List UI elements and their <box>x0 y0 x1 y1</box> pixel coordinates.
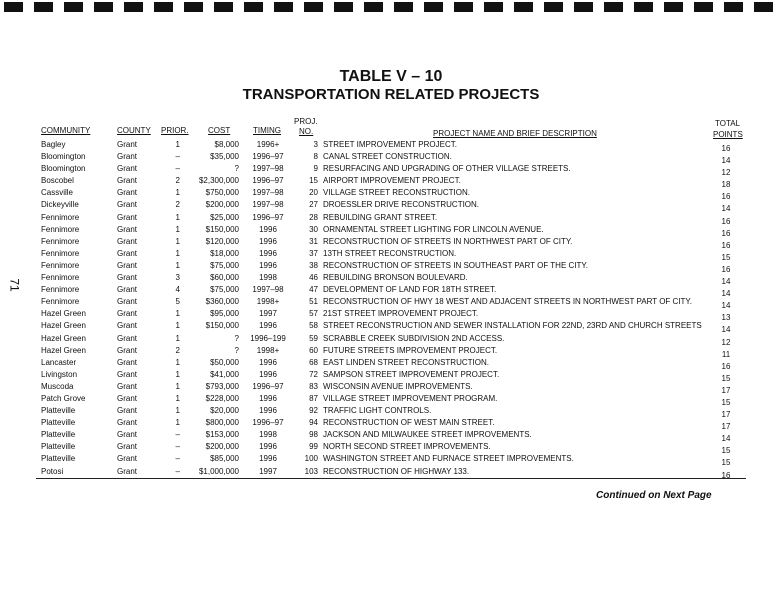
cell-county: Grant <box>117 200 138 210</box>
cell-description: STREET RECONSTRUCTION AND SEWER INSTALLATION FOR 22ND, 23RD AND CHURCH STREETS <box>323 321 702 331</box>
cell-community: Platteville <box>41 418 76 428</box>
cell-description: REBUILDING BRONSON BOULEVARD. <box>323 273 468 283</box>
cell-priority: 1 <box>175 248 180 258</box>
cell-timing: 1996–97 <box>252 176 284 186</box>
cell-timing: 1996–97 <box>252 418 284 428</box>
cell-county: Grant <box>117 224 138 234</box>
cell-community: Dickeyville <box>41 200 79 210</box>
cell-county: Grant <box>117 297 138 307</box>
cell-county: Grant <box>117 164 138 174</box>
cell-cost: $360,000 <box>205 297 239 307</box>
cell-description: WISCONSIN AVENUE IMPROVEMENTS. <box>323 381 473 391</box>
cell-cost: $793,000 <box>205 381 239 391</box>
cell-total-points: 16 <box>721 192 731 202</box>
scan-dash <box>124 2 143 12</box>
cell-county: Grant <box>117 466 138 476</box>
cell-cost: $153,000 <box>205 430 239 440</box>
cell-cost: $800,000 <box>205 418 239 428</box>
cell-community: Fennimore <box>41 273 80 283</box>
table-row <box>0 369 782 381</box>
cell-community: Muscoda <box>41 381 74 391</box>
table-row <box>0 466 782 478</box>
cell-county: Grant <box>117 406 138 416</box>
cell-priority: – <box>175 454 180 464</box>
cell-total-points: 17 <box>721 410 731 420</box>
cell-county: Grant <box>117 212 138 222</box>
cell-total-points: 16 <box>721 361 731 371</box>
table-row <box>0 296 782 311</box>
cell-timing: 1996+ <box>256 140 280 149</box>
cell-description: RECONSTRUCTION OF WEST MAIN STREET. <box>323 418 495 428</box>
cell-community: Fennimore <box>41 224 80 234</box>
cell-community: Cassville <box>41 188 74 198</box>
cell-priority: – <box>175 442 180 452</box>
cell-priority: 3 <box>175 273 180 283</box>
cell-cost: $150,000 <box>205 321 239 331</box>
scan-dash <box>754 2 773 12</box>
scan-dash <box>334 2 353 12</box>
table-row <box>0 417 782 432</box>
scan-dash <box>424 2 443 12</box>
cell-cost: $25,000 <box>210 212 239 222</box>
cell-county: Grant <box>117 345 138 355</box>
scan-dash <box>514 2 533 12</box>
cell-county: Grant <box>117 393 138 403</box>
table-row <box>0 357 782 369</box>
cell-description: SAMPSON STREET IMPROVEMENT PROJECT. <box>323 369 500 379</box>
cell-priority: 5 <box>175 297 180 307</box>
cell-priority: 1 <box>175 357 180 367</box>
cell-description: CANAL STREET CONSTRUCTION. <box>323 152 452 162</box>
cell-community: Hazel Green <box>41 333 86 343</box>
cell-cost: $8,000 <box>214 140 239 149</box>
cell-total-points: 14 <box>721 277 731 287</box>
cell-project-number: 87 <box>309 393 318 403</box>
cell-project-number: 27 <box>309 200 318 210</box>
scan-dash <box>64 2 83 12</box>
table-row <box>0 139 782 151</box>
header-county: COUNTY <box>117 126 151 135</box>
cell-priority: – <box>175 152 180 162</box>
cell-priority: 1 <box>175 309 180 319</box>
cell-county: Grant <box>117 321 138 331</box>
cell-county: Grant <box>117 152 138 162</box>
cell-total-points: 15 <box>721 458 731 468</box>
cell-community: Patch Grove <box>41 393 86 403</box>
cell-description: DEVELOPMENT OF LAND FOR 18TH STREET. <box>323 285 497 295</box>
cell-description: RECONSTRUCTION OF HIGHWAY 133. <box>323 466 470 476</box>
cell-project-number: 72 <box>309 369 318 379</box>
cell-community: Platteville <box>41 406 76 416</box>
cell-timing: 1998+ <box>256 345 280 355</box>
table-row <box>0 236 782 248</box>
cell-priority: 1 <box>175 321 180 331</box>
cell-community: Platteville <box>41 442 76 452</box>
cell-description: RECONSTRUCTION OF HWY 18 WEST AND ADJACENT STREETS IN NORTHWEST PART OF CITY. <box>323 297 692 307</box>
cell-county: Grant <box>117 260 138 270</box>
cell-description: VILLAGE STREET IMPROVEMENT PROGRAM. <box>323 393 498 403</box>
table-row <box>0 260 782 272</box>
table-row <box>0 405 782 420</box>
cell-description: RECONSTRUCTION OF STREETS IN SOUTHEAST PART OF THE CITY. <box>323 260 588 270</box>
cell-description: JACKSON AND MILWAUKEE STREET IMPROVEMENTS. <box>323 430 532 440</box>
scan-dash <box>484 2 503 12</box>
table-row <box>0 333 782 345</box>
cell-cost: $85,000 <box>210 454 239 464</box>
table-row <box>0 345 782 357</box>
cell-total-points: 12 <box>721 168 731 178</box>
scan-dash <box>724 2 743 12</box>
cell-cost: $200,000 <box>205 200 239 210</box>
table-row <box>0 151 782 166</box>
cell-priority: – <box>175 164 180 174</box>
cell-timing: 1997–98 <box>252 200 284 210</box>
cell-priority: 2 <box>175 176 180 186</box>
cell-priority: 1 <box>175 188 180 198</box>
cell-total-points: 15 <box>721 373 731 383</box>
cell-priority: 1 <box>175 418 180 428</box>
scan-dash <box>244 2 263 12</box>
scan-dash <box>154 2 173 12</box>
table-row <box>0 175 782 190</box>
cell-timing: 1996 <box>259 393 277 403</box>
cell-total-points: 16 <box>721 228 731 238</box>
cell-total-points: 14 <box>721 204 731 214</box>
cell-project-number: 59 <box>309 333 318 343</box>
cell-project-number: 8 <box>313 152 318 162</box>
cell-community: Hazel Green <box>41 309 86 319</box>
cell-cost: $2,300,000 <box>198 176 239 186</box>
cell-priority: 1 <box>175 224 180 234</box>
cell-total-points: 14 <box>721 156 731 166</box>
page-number: 71 <box>7 278 22 292</box>
cell-priority: 2 <box>175 345 180 355</box>
scan-dash <box>34 2 53 12</box>
scan-dash <box>604 2 623 12</box>
cell-project-number: 15 <box>309 176 318 186</box>
cell-total-points: 12 <box>721 337 731 347</box>
cell-project-number: 100 <box>304 454 318 464</box>
cell-county: Grant <box>117 236 138 246</box>
cell-timing: 1996 <box>259 248 277 258</box>
cell-community: Fennimore <box>41 260 80 270</box>
cell-total-points: 15 <box>721 397 731 407</box>
cell-community: Bagley <box>41 140 66 149</box>
table-row <box>0 224 782 236</box>
cell-timing: 1996 <box>259 260 277 270</box>
cell-total-points: 14 <box>721 325 731 335</box>
cell-project-number: 9 <box>313 164 318 174</box>
cell-cost: $50,000 <box>210 357 239 367</box>
table-row <box>0 212 782 224</box>
cell-priority: 1 <box>175 406 180 416</box>
scan-dash <box>4 2 23 12</box>
scan-dash <box>574 2 593 12</box>
cell-total-points: 16 <box>721 240 731 250</box>
table-row <box>0 320 782 335</box>
cell-total-points: 16 <box>721 144 731 153</box>
cell-county: Grant <box>117 430 138 440</box>
cell-cost: $18,000 <box>210 248 239 258</box>
scan-dash <box>454 2 473 12</box>
cell-priority: – <box>175 430 180 440</box>
cell-cost: $228,000 <box>205 393 239 403</box>
cell-community: Fennimore <box>41 248 80 258</box>
table-row <box>0 163 782 178</box>
cell-timing: 1997–98 <box>252 164 284 174</box>
cell-timing: 1996 <box>259 406 277 416</box>
header-points-top: TOTAL <box>715 119 741 128</box>
cell-description: 13TH STREET RECONSTRUCTION. <box>323 248 457 258</box>
cell-project-number: 38 <box>309 260 318 270</box>
table-row <box>0 393 782 405</box>
cell-community: Bloomington <box>41 164 86 174</box>
cell-cost: $35,000 <box>210 152 239 162</box>
cell-timing: 1996 <box>259 224 277 234</box>
table-title: TABLE V – 10 <box>339 68 443 85</box>
cell-project-number: 58 <box>309 321 318 331</box>
continued-note: Continued on Next Page <box>596 490 712 501</box>
cell-cost: $120,000 <box>205 236 239 246</box>
scan-dash <box>94 2 113 12</box>
cell-total-points: 16 <box>721 470 731 480</box>
cell-cost: $150,000 <box>205 224 239 234</box>
cell-project-number: 99 <box>309 442 318 452</box>
cell-community: Hazel Green <box>41 345 86 355</box>
cell-community: Potosi <box>41 466 64 476</box>
cell-project-number: 47 <box>309 285 318 295</box>
cell-priority: 1 <box>175 140 180 149</box>
cell-total-points: 15 <box>721 252 731 262</box>
cell-total-points: 14 <box>721 301 731 311</box>
header-prior: PRIOR. <box>161 126 189 135</box>
cell-project-number: 94 <box>309 418 318 428</box>
table-row <box>0 308 782 323</box>
cell-cost: $200,000 <box>205 442 239 452</box>
cell-total-points: 15 <box>721 446 731 456</box>
cell-priority: 4 <box>175 285 180 295</box>
cell-county: Grant <box>117 333 138 343</box>
cell-cost: $1,000,000 <box>198 466 239 476</box>
cell-cost: $20,000 <box>210 406 239 416</box>
cell-priority: 1 <box>175 212 180 222</box>
cell-cost: ? <box>234 333 239 343</box>
scan-dash <box>664 2 683 12</box>
cell-timing: 1997 <box>259 466 277 476</box>
header-proj-bottom: NO. <box>299 127 314 136</box>
cell-project-number: 57 <box>309 309 318 319</box>
cell-community: Hazel Green <box>41 321 86 331</box>
cell-description: RESURFACING AND UPGRADING OF OTHER VILLAGE STREETS. <box>323 164 571 174</box>
cell-project-number: 60 <box>309 345 318 355</box>
cell-timing: 1997–98 <box>252 285 284 295</box>
cell-description: NORTH SECOND STREET IMPROVEMENTS. <box>323 442 491 452</box>
cell-priority: 1 <box>175 381 180 391</box>
scan-dash <box>304 2 323 12</box>
cell-cost: ? <box>234 345 239 355</box>
scan-dash <box>184 2 203 12</box>
header-cost: COST <box>208 126 231 135</box>
scan-dash <box>214 2 233 12</box>
cell-timing: 1996 <box>259 442 277 452</box>
cell-description: 21ST STREET IMPROVEMENT PROJECT. <box>323 309 479 319</box>
scan-dash <box>364 2 383 12</box>
header-timing: TIMING <box>253 126 281 135</box>
table-row <box>0 441 782 456</box>
cell-total-points: 18 <box>721 180 731 190</box>
cell-timing: 1998 <box>259 430 277 440</box>
cell-description: VILLAGE STREET RECONSTRUCTION. <box>323 188 470 198</box>
cell-timing: 1996–97 <box>252 152 284 162</box>
scan-dash <box>694 2 713 12</box>
scan-dash <box>394 2 413 12</box>
cell-community: Livingston <box>41 369 78 379</box>
scan-dash <box>274 2 293 12</box>
cell-community: Fennimore <box>41 236 80 246</box>
cell-total-points: 11 <box>721 349 731 359</box>
cell-project-number: 83 <box>309 381 318 391</box>
cell-priority: 1 <box>175 333 180 343</box>
cell-timing: 1998+ <box>256 297 280 307</box>
cell-description: TRAFFIC LIGHT CONTROLS. <box>323 406 432 416</box>
cell-county: Grant <box>117 381 138 391</box>
cell-project-number: 3 <box>313 140 318 149</box>
cell-description: WASHINGTON STREET AND FURNACE STREET IMPROVEMENTS. <box>323 454 574 464</box>
cell-cost: $75,000 <box>210 260 239 270</box>
table-row <box>0 199 782 214</box>
cell-community: Boscobel <box>41 176 74 186</box>
cell-timing: 1997 <box>259 309 277 319</box>
cell-project-number: 28 <box>309 212 318 222</box>
cell-community: Fennimore <box>41 285 80 295</box>
cell-cost: $60,000 <box>210 273 239 283</box>
cell-county: Grant <box>117 418 138 428</box>
header-community: COMMUNITY <box>41 126 91 135</box>
cell-timing: 1996 <box>259 357 277 367</box>
table-row <box>0 381 782 393</box>
cell-description: DROESSLER DRIVE RECONSTRUCTION. <box>323 200 480 210</box>
header-proj-top: PROJ. <box>294 117 318 126</box>
cell-project-number: 30 <box>309 224 318 234</box>
table-row <box>0 187 782 202</box>
cell-description: REBUILDING GRANT STREET. <box>323 212 438 222</box>
cell-description: ORNAMENTAL STREET LIGHTING FOR LINCOLN AVENUE. <box>323 224 544 234</box>
cell-project-number: 20 <box>309 188 318 198</box>
cell-cost: $750,000 <box>205 188 239 198</box>
cell-description: FUTURE STREETS IMPROVEMENT PROJECT. <box>323 345 498 355</box>
cell-description: STREET IMPROVEMENT PROJECT. <box>323 140 457 149</box>
cell-project-number: 31 <box>309 236 318 246</box>
table-subtitle: TRANSPORTATION RELATED PROJECTS <box>242 86 540 103</box>
cell-community: Lancaster <box>41 357 77 367</box>
cell-total-points: 14 <box>721 289 731 299</box>
cell-county: Grant <box>117 309 138 319</box>
cell-county: Grant <box>117 454 138 464</box>
cell-community: Fennimore <box>41 297 80 307</box>
cell-county: Grant <box>117 273 138 283</box>
cell-priority: 1 <box>175 393 180 403</box>
cell-county: Grant <box>117 248 138 258</box>
table-row <box>0 453 782 468</box>
cell-description: AIRPORT IMPROVEMENT PROJECT. <box>323 176 461 186</box>
cell-timing: 1996–199 <box>250 333 286 343</box>
cell-community: Bloomington <box>41 152 86 162</box>
cell-total-points: 14 <box>721 434 731 444</box>
cell-description: RECONSTRUCTION OF STREETS IN NORTHWEST PART OF CITY. <box>323 236 573 246</box>
cell-timing: 1996 <box>259 236 277 246</box>
cell-cost: $41,000 <box>210 369 239 379</box>
cell-total-points: 16 <box>721 264 731 274</box>
cell-cost: ? <box>234 164 239 174</box>
cell-community: Platteville <box>41 430 76 440</box>
table-row <box>0 284 782 299</box>
cell-county: Grant <box>117 442 138 452</box>
cell-description: SCRABBLE CREEK SUBDIVISION 2ND ACCESS. <box>323 333 505 343</box>
cell-county: Grant <box>117 369 138 379</box>
cell-county: Grant <box>117 176 138 186</box>
cell-priority: 2 <box>175 200 180 210</box>
table-row <box>0 248 782 260</box>
cell-timing: 1996–97 <box>252 381 284 391</box>
cell-county: Grant <box>117 357 138 367</box>
cell-timing: 1996 <box>259 369 277 379</box>
cell-project-number: 92 <box>309 406 318 416</box>
cell-county: Grant <box>117 140 138 149</box>
cell-community: Platteville <box>41 454 76 464</box>
cell-project-number: 103 <box>304 466 318 476</box>
cell-project-number: 51 <box>309 297 318 307</box>
cell-priority: – <box>175 466 180 476</box>
cell-total-points: 17 <box>721 422 731 432</box>
cell-timing: 1997–98 <box>252 188 284 198</box>
cell-project-number: 37 <box>309 248 318 258</box>
cell-project-number: 46 <box>309 273 318 283</box>
project-table-body <box>0 139 782 478</box>
cell-priority: 1 <box>175 236 180 246</box>
cell-priority: 1 <box>175 369 180 379</box>
scan-border-dashes <box>0 0 782 14</box>
table-row <box>0 429 782 444</box>
cell-timing: 1996 <box>259 454 277 464</box>
cell-description: EAST LINDEN STREET RECONSTRUCTION. <box>323 357 489 367</box>
cell-timing: 1998 <box>259 273 277 283</box>
cell-county: Grant <box>117 188 138 198</box>
cell-cost: $95,000 <box>210 309 239 319</box>
cell-total-points: 13 <box>721 313 731 323</box>
cell-community: Fennimore <box>41 212 80 222</box>
cell-total-points: 17 <box>721 385 731 395</box>
cell-total-points: 16 <box>721 216 731 226</box>
table-bottom-rule <box>36 478 746 479</box>
cell-county: Grant <box>117 285 138 295</box>
header-description: PROJECT NAME AND BRIEF DESCRIPTION <box>433 129 597 138</box>
cell-project-number: 68 <box>309 357 318 367</box>
cell-cost: $75,000 <box>210 285 239 295</box>
header-points-bottom: POINTS <box>713 130 743 139</box>
scan-dash <box>544 2 563 12</box>
cell-timing: 1996 <box>259 321 277 331</box>
scan-dash <box>634 2 653 12</box>
cell-project-number: 98 <box>309 430 318 440</box>
cell-priority: 1 <box>175 260 180 270</box>
cell-timing: 1996–97 <box>252 212 284 222</box>
